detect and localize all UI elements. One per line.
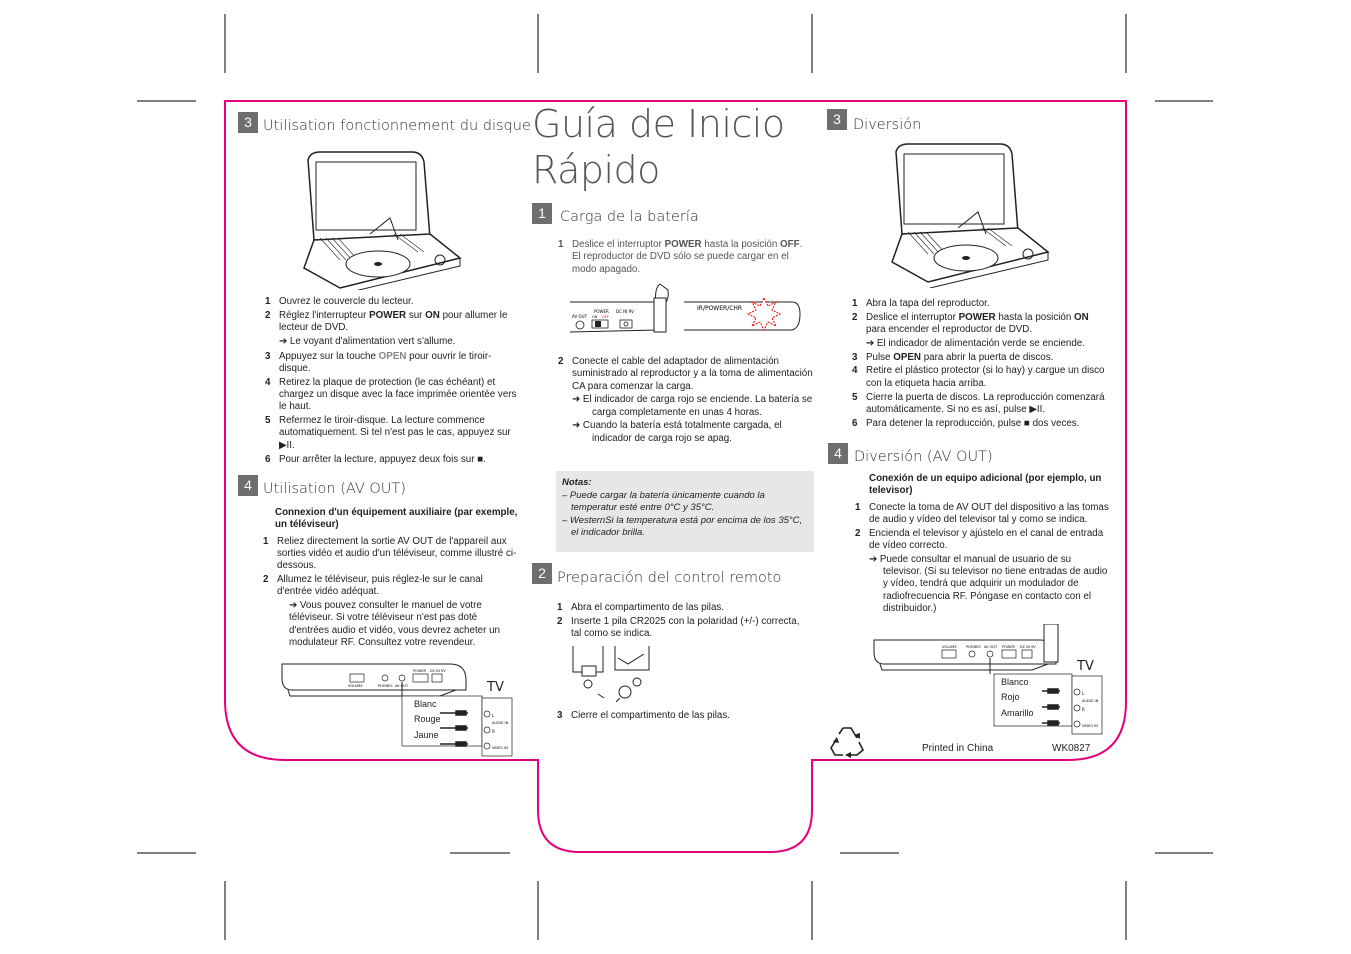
es-charge-step2: 2 Conecte el cable del adaptador de alimentación suministrado al reproductor y a la toma de alimentación CA para comenzar la carga. ➜ El indicador de carga rojo se enciende. La batería se carga completamente en unas 4 horas. ➜ Cuando la batería está totalmente cargada, el indicador de carga rojo se apag. — [558, 356, 813, 444]
panel-label: IR/POWER/CHR — [697, 305, 743, 312]
cable-label-white: Blanco — [1001, 677, 1029, 687]
list-item: ➜ El indicador de carga rojo se enciende. La batería se carga completamente en unas 4 horas. — [572, 394, 813, 418]
section-title: Diversión — [853, 117, 922, 133]
av-connection-diagram — [872, 624, 1108, 736]
subheading: Conexión de un equipo adicional (por ejemplo, un televisor) — [869, 473, 1102, 497]
page-title — [532, 101, 785, 193]
device-label: PHONES — [966, 645, 981, 649]
section-title: Carga de la batería — [560, 209, 699, 225]
list-item: 1 Conecte la toma de AV OUT del dispositivo a las tomas de audio y vídeo del televisor tal y como se indica. — [855, 501, 1109, 525]
cable-label-yellow: Amarillo — [1001, 708, 1034, 718]
es-operation-steps — [852, 298, 1108, 431]
device-label: POWER — [413, 669, 426, 673]
list-item: 4 Retirez la plaque de protection (le cas échéant) et chargez un disque avec la face imprimée orientée vers le haut. — [265, 376, 517, 413]
section-number-badge: 1 — [532, 203, 552, 224]
section-number-badge: 4 — [238, 475, 258, 496]
section-title: Utilisation (AV OUT) — [263, 481, 406, 497]
cable-label-yellow: Jaune — [414, 730, 439, 740]
list-item: 6 Pour arrêter la lecture, appuyez deux fois sur ■. — [265, 453, 486, 465]
tv-label: TV — [487, 680, 504, 695]
list-item: 5 Cierre la puerta de discos. La reproducción comenzará automáticamente. Si no es así, pulse ▶II. — [852, 391, 1105, 415]
list-item: 5 Refermez le tiroir-disque. La lecture commence automatiquement. Si tel n'est pas le cas, appuyez sur ▶II. — [265, 415, 511, 451]
es-av-out-steps — [855, 473, 1109, 617]
device-label: VOLUME — [942, 645, 957, 649]
device-label: AV OUT — [572, 314, 588, 319]
remote-battery-illustration — [570, 646, 654, 704]
es-charge-step1: 1 Deslice el interruptor POWER hasta la posición OFF. El reproductor de DVD sólo se puede cargar en el modo apagado. — [558, 239, 803, 275]
device-label: L — [1082, 691, 1085, 696]
section-title: Diversión (AV OUT) — [854, 449, 993, 465]
notes-title: Notas: — [562, 477, 592, 488]
section-number-badge: 4 — [828, 443, 848, 464]
list-item: 3 Appuyez sur la touche OPEN pour ouvrir le tiroir-disque. — [265, 350, 492, 374]
list-item: ➔ Puede consultar el manual de usuario de su televisor. (Si su televisor no tiene entradas de audio y vídeo, tendrá que adquirir un modulador de radiofrecuencia RF. Póngase en contacto con el distribuidor.) — [869, 553, 1108, 614]
device-label: DC IN 9V — [430, 669, 446, 673]
device-label: PHONES — [378, 684, 393, 688]
list-item: 6 Para detener la reproducción, pulse ■ dos veces. — [852, 417, 1080, 429]
device-label: L — [492, 713, 495, 718]
dvd-player-illustration — [888, 140, 1050, 288]
list-item: 1 Ouvrez le couvercle du lecteur. — [265, 296, 414, 307]
list-item: 1 Reliez directement la sortie AV OUT de l'appareil aux sorties vidéo et audio d'un téléviseur, comme illustré ci-dessous. — [263, 535, 517, 572]
note-item: – WesternSi la temperatura está por encima de los 35°C, el indicador brilla. — [562, 514, 803, 538]
device-label: VIDEO IN — [492, 746, 508, 750]
list-item: ➔ Vous pouvez consulter le manuel de votre téléviseur. Si votre téléviseur n'est pas doté d'entrées audio et vidéo, vous devrez acheter un modulateur RF. Consultez votre revendeur. — [289, 600, 501, 648]
device-label: ON — [592, 315, 598, 319]
device-label: AUDIO IN — [1082, 699, 1099, 703]
device-label: AUDIO IN — [492, 721, 509, 725]
device-label: DC IN 9V — [616, 309, 634, 314]
note-item: – Puede cargar la batería únicamente cuando la temperatur esté entre 0°C y 35°C. — [562, 489, 765, 513]
recycle-icon — [829, 724, 865, 758]
device-label: AV OUT — [395, 684, 409, 688]
document-code: WK0827 — [1052, 743, 1091, 754]
device-label: POWER — [1002, 645, 1015, 649]
device-label: DC IN 9V — [1020, 645, 1036, 649]
list-item: 2 Inserte 1 pila CR2025 con la polaridad (+/-) correcta, tal como se indica. — [557, 615, 800, 640]
cable-label-red: Rouge — [414, 714, 441, 724]
list-item: 1 Abra la tapa del reproductor. — [852, 298, 990, 309]
section-number-badge: 3 — [238, 112, 258, 133]
device-label: VOLUME — [348, 684, 363, 688]
device-label: VIDEO IN — [1082, 724, 1098, 728]
list-item: ➔ El indicador de alimentación verde se enciende. — [866, 337, 1085, 349]
list-item: 2 Encienda el televisor y ajústelo en el canal de entrada de vídeo correcto. — [855, 527, 1104, 551]
notes-box — [556, 471, 814, 552]
list-item: ➜ Cuando la batería está totalmente cargada, el indicador de carga rojo se apag. — [572, 420, 782, 444]
title-line: Guía de Inicio — [532, 102, 785, 146]
av-connection-diagram — [280, 660, 516, 760]
cable-label-white: Blanc — [414, 699, 437, 709]
section-number-badge: 3 — [827, 109, 847, 130]
device-label: R — [1082, 707, 1085, 712]
list-item: 2 Réglez l'interrupteur POWER sur ON pour allumer le lecteur de DVD. — [265, 309, 508, 334]
device-label: AV OUT — [984, 645, 998, 649]
section-number-badge: 2 — [532, 563, 552, 584]
section-title: Utilisation fonctionnement du disque — [263, 118, 531, 134]
printed-in-label: Printed in China — [922, 743, 994, 754]
list-item: 2 Deslice el interruptor POWER hasta la posición ON para encender el reproductor de DVD. — [852, 311, 1089, 336]
device-label: R — [492, 729, 495, 734]
device-label: OFF — [602, 315, 609, 319]
fr-operation-steps — [265, 296, 520, 467]
list-item: 2 Allumez le téléviseur, puis réglez-le sur le canal d'entrée vidéo adéquat. — [263, 573, 483, 598]
subheading: Connexion d'un équipement auxiliaire (par exemple, un téléviseur) — [275, 507, 518, 531]
list-item: 4 Retire el plástico protector (si lo hay) y cargue un disco con la etiqueta hacia arriba. — [852, 365, 1105, 389]
list-item: ➔ Le voyant d'alimentation vert s'allume. — [279, 336, 456, 348]
fr-av-out-steps — [263, 507, 519, 651]
list-item: 3 Pulse OPEN para abrir la puerta de discos. — [852, 351, 1054, 363]
device-label: POWER — [594, 309, 609, 314]
list-item: 1 Abra el compartimento de las pilas. — [557, 602, 725, 613]
cable-label-red: Rojo — [1001, 692, 1020, 702]
es-remote-step3: 3 Cierre el compartimento de las pilas. — [557, 710, 730, 721]
dvd-player-illustration — [300, 148, 462, 290]
charging-illustration — [568, 280, 802, 348]
section-title: Preparación del control remoto — [557, 570, 782, 586]
es-remote-steps — [557, 602, 812, 642]
tv-label: TV — [1077, 659, 1094, 674]
title-line: Rápido — [532, 148, 660, 192]
